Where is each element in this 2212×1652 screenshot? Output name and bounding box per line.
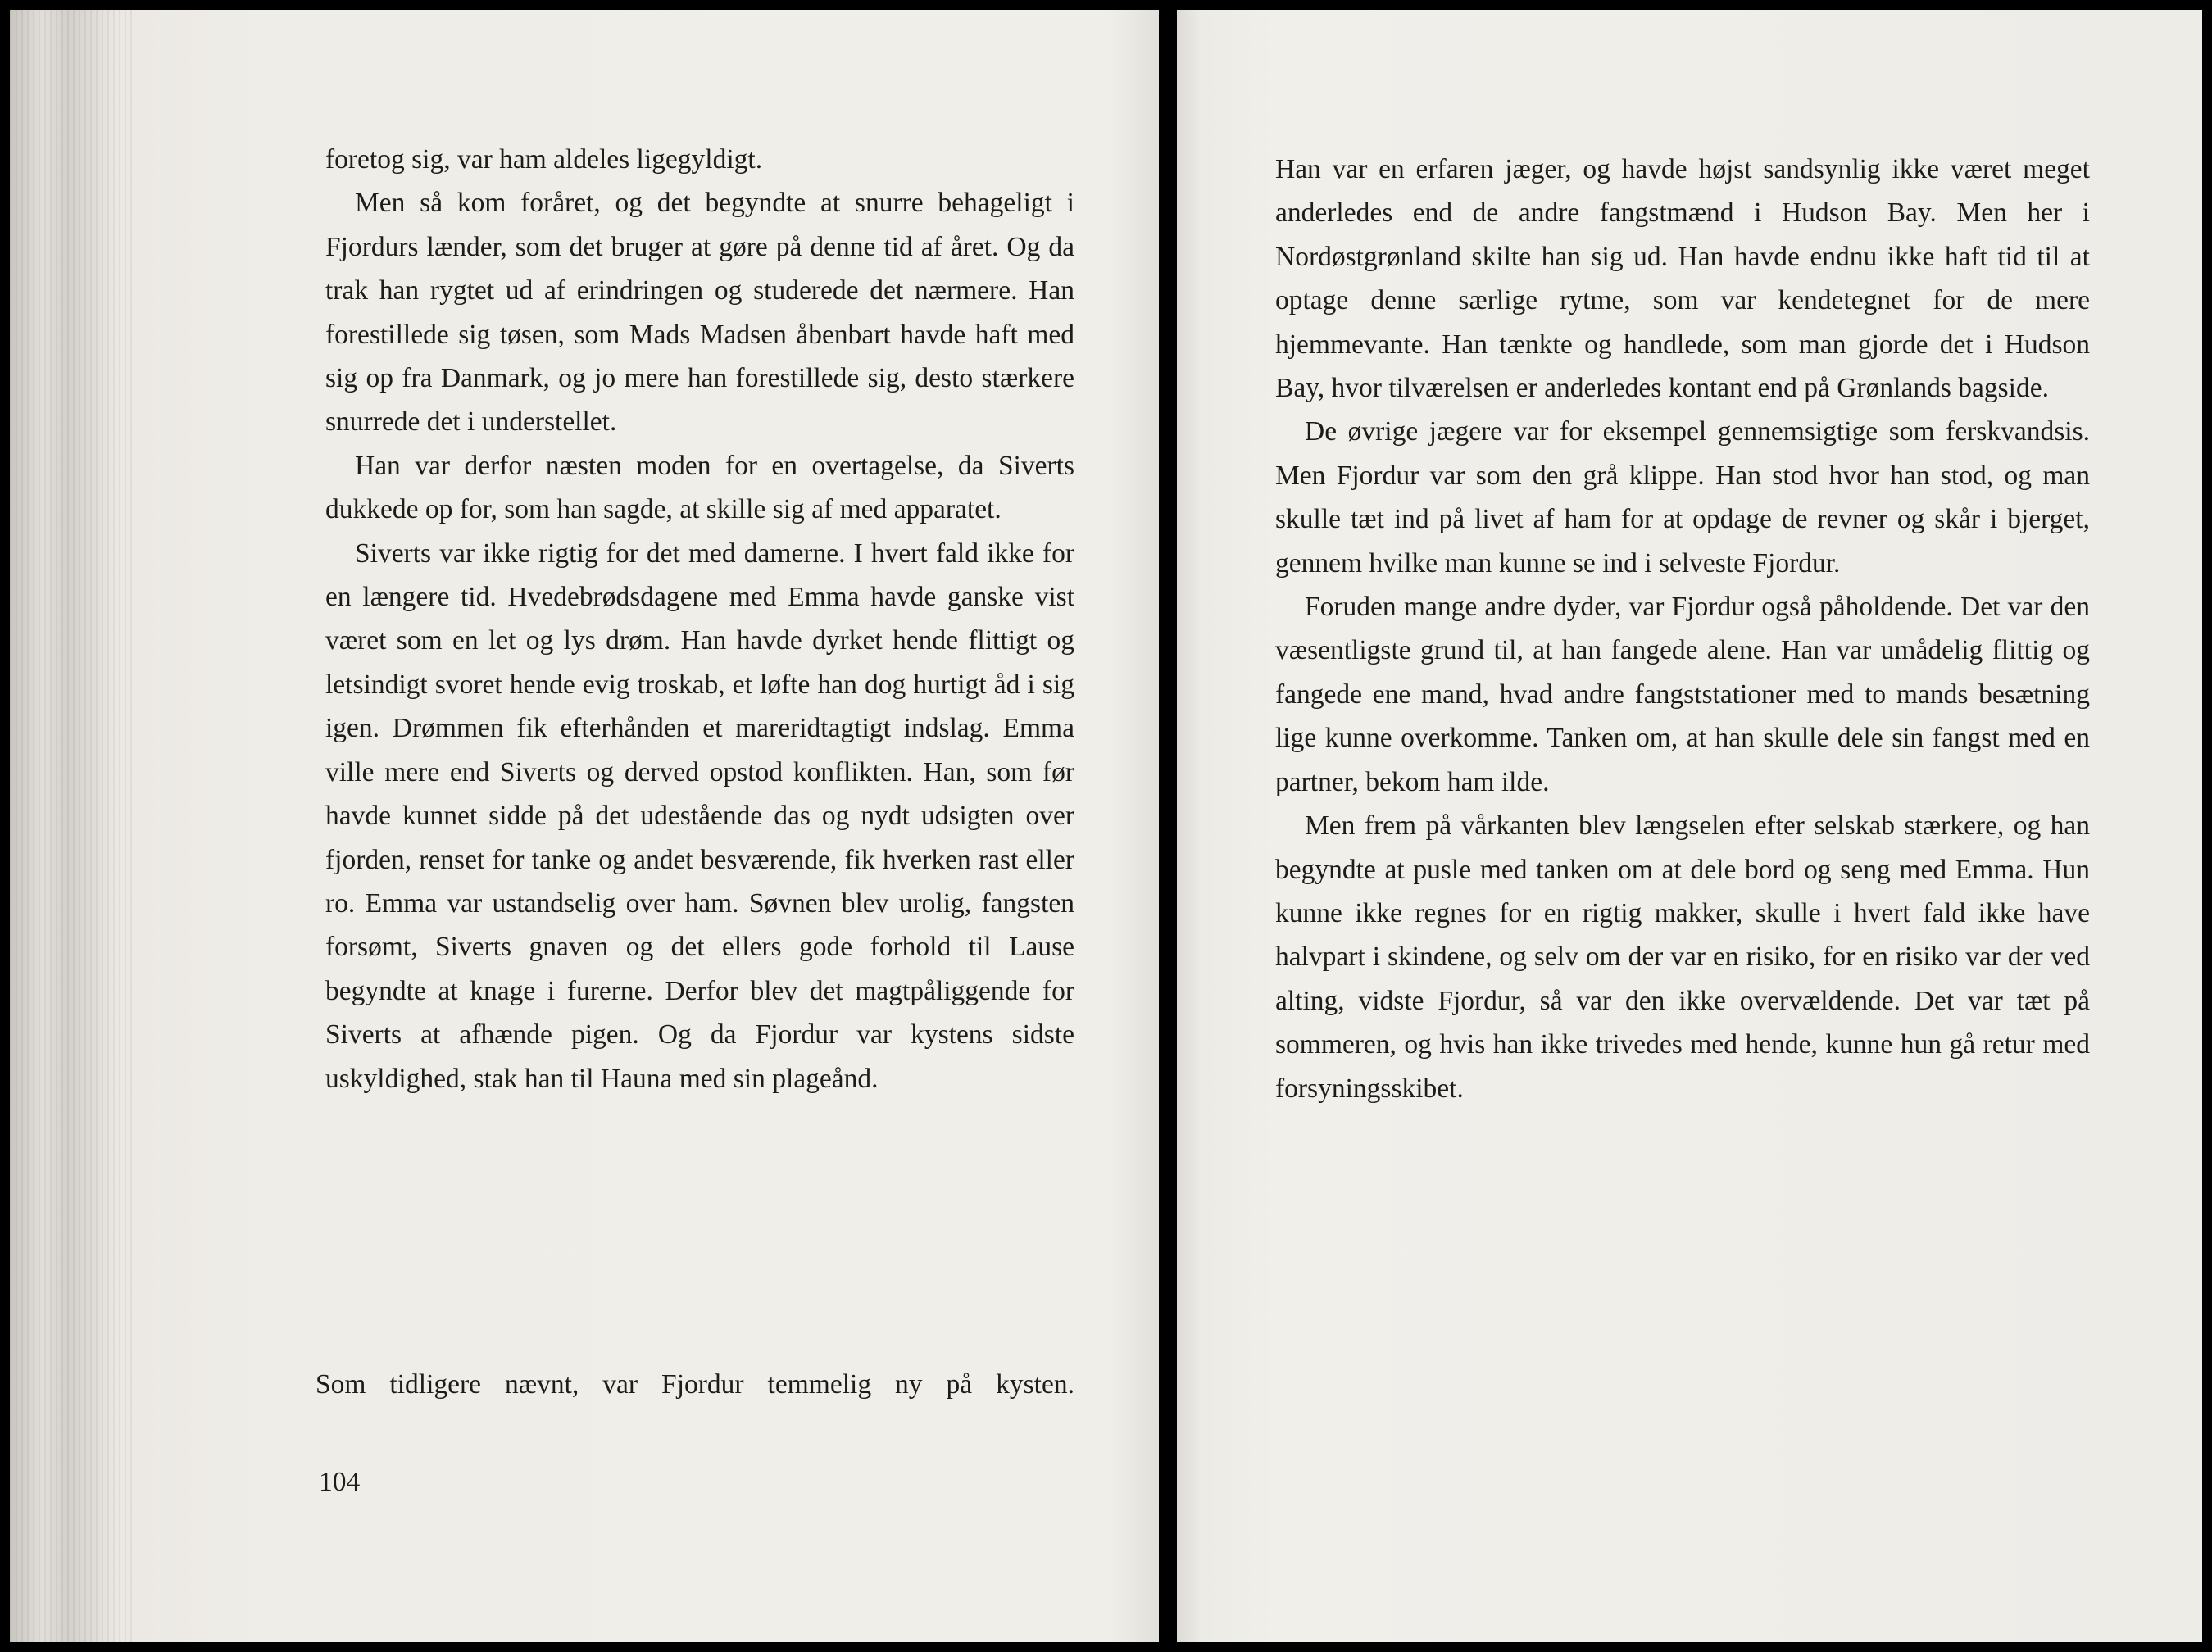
right-page — [1177, 10, 2202, 1642]
paragraph: Men så kom foråret, og det begyndte at snurre behageligt i Fjordurs lænder, som det bruger at gøre på denne tid af året. Og da trak han rygtet ud af erindringen og studerede det nærmere. Han forestillede sig tøsen, som Mads Madsen åbenbart havde haft med sig op fra Danmark, og jo mere han forestillede sig, desto stærkere snurrede det i understellet. — [325, 188, 1074, 438]
paragraph: Han var en erfaren jæger, og havde højst sandsynlig ikke været meget anderledes end de andre fangstmænd i Hudson Bay. Men her i Nordøstgrønland skilte han sig ud. Han havde endnu ikke haft tid til at optage denne særlige rytme, som var kendetegnet for de mere hjemmevante. Han tænkte og handlede, som man gjorde det i Hudson Bay, hvor tilværelsen er anderledes kontant end på Grønlands bagside. — [1275, 154, 2090, 404]
paragraph: foretog sig, var ham aldeles ligegyldigt. — [325, 144, 763, 175]
page-edges — [10, 10, 133, 1642]
paragraph: Han var derfor næsten moden for en overtagelse, da Siverts dukkede op for, som han sagde, at skille sig af med apparatet. — [325, 450, 1074, 525]
right-page-text — [1275, 148, 2090, 1110]
paragraph: Men frem på vårkanten blev længselen efter selskab stærkere, og han begyndte at pusle med tanken om at dele bord og seng med Emma. Hun kunne ikke regnes for en rigtig makker, skulle i hvert fald ikke have halvpart i skindene, og selv om der var en risiko, for en risiko var der ved alting, vidste Fjordur, så var den ikke overvældende. Det var tæt på sommeren, og hvis han ikke trivedes med hende, kunne hun gå retur med forsyningsskibet. — [1275, 810, 2090, 1104]
left-page-text — [325, 138, 1074, 1101]
gutter-shadow — [1110, 10, 1159, 1642]
left-page — [10, 10, 1159, 1642]
page-number: 104 — [319, 1467, 361, 1497]
paragraph: Foruden mange andre dyder, var Fjordur også påholdende. Det var den væsentligste grund til, at han fangede alene. Han var umådelig flittig og fangede ene mand, hvad andre fangststationer med to mands besætning lige kunne overkomme. Tanken om, at han skulle dele sin fangst med en partner, bekom ham ilde. — [1275, 592, 2090, 797]
paragraph: De øvrige jægere var for eksempel gennemsigtige som ferskvandsis. Men Fjordur var som den grå klippe. Han stod hvor han stod, og man skulle tæt ind på livet af ham for at opdage de revner og skår i bjerget, gennem hvilke man kunne se ind i selveste Fjordur. — [1275, 416, 2090, 579]
last-line: Som tidligere nævnt, var Fjordur temmelig ny på kysten. — [316, 1369, 1074, 1400]
paragraph: Siverts var ikke rigtig for det med damerne. I hvert fald ikke for en længere tid. Hvedebrødsdagene med Emma havde ganske vist været som en let og lys drøm. Han havde dyrket hende flittigt og letsindigt svoret hende evig troskab, et løfte han dog hurtigt åd i sig igen. Drømmen fik efterhånden et mareridtagtigt indslag. Emma ville mere end Siverts og derved opstod konflikten. Han, som før havde kunnet sidde på det udestående das og nydt udsigten over fjorden, renset for tanke og andet besværende, fik hverken rast eller ro. Emma var ustandselig over ham. Søvnen blev urolig, fangsten forsømt, Siverts gnaven og det ellers gode forhold til Lause begyndte at knage i furerne. Derfor blev det magtpåliggende for Siverts at afhænde pigen. Og da Fjordur var kystens sidste uskyldighed, stak han til Hauna med sin plageånd. — [325, 538, 1074, 1094]
